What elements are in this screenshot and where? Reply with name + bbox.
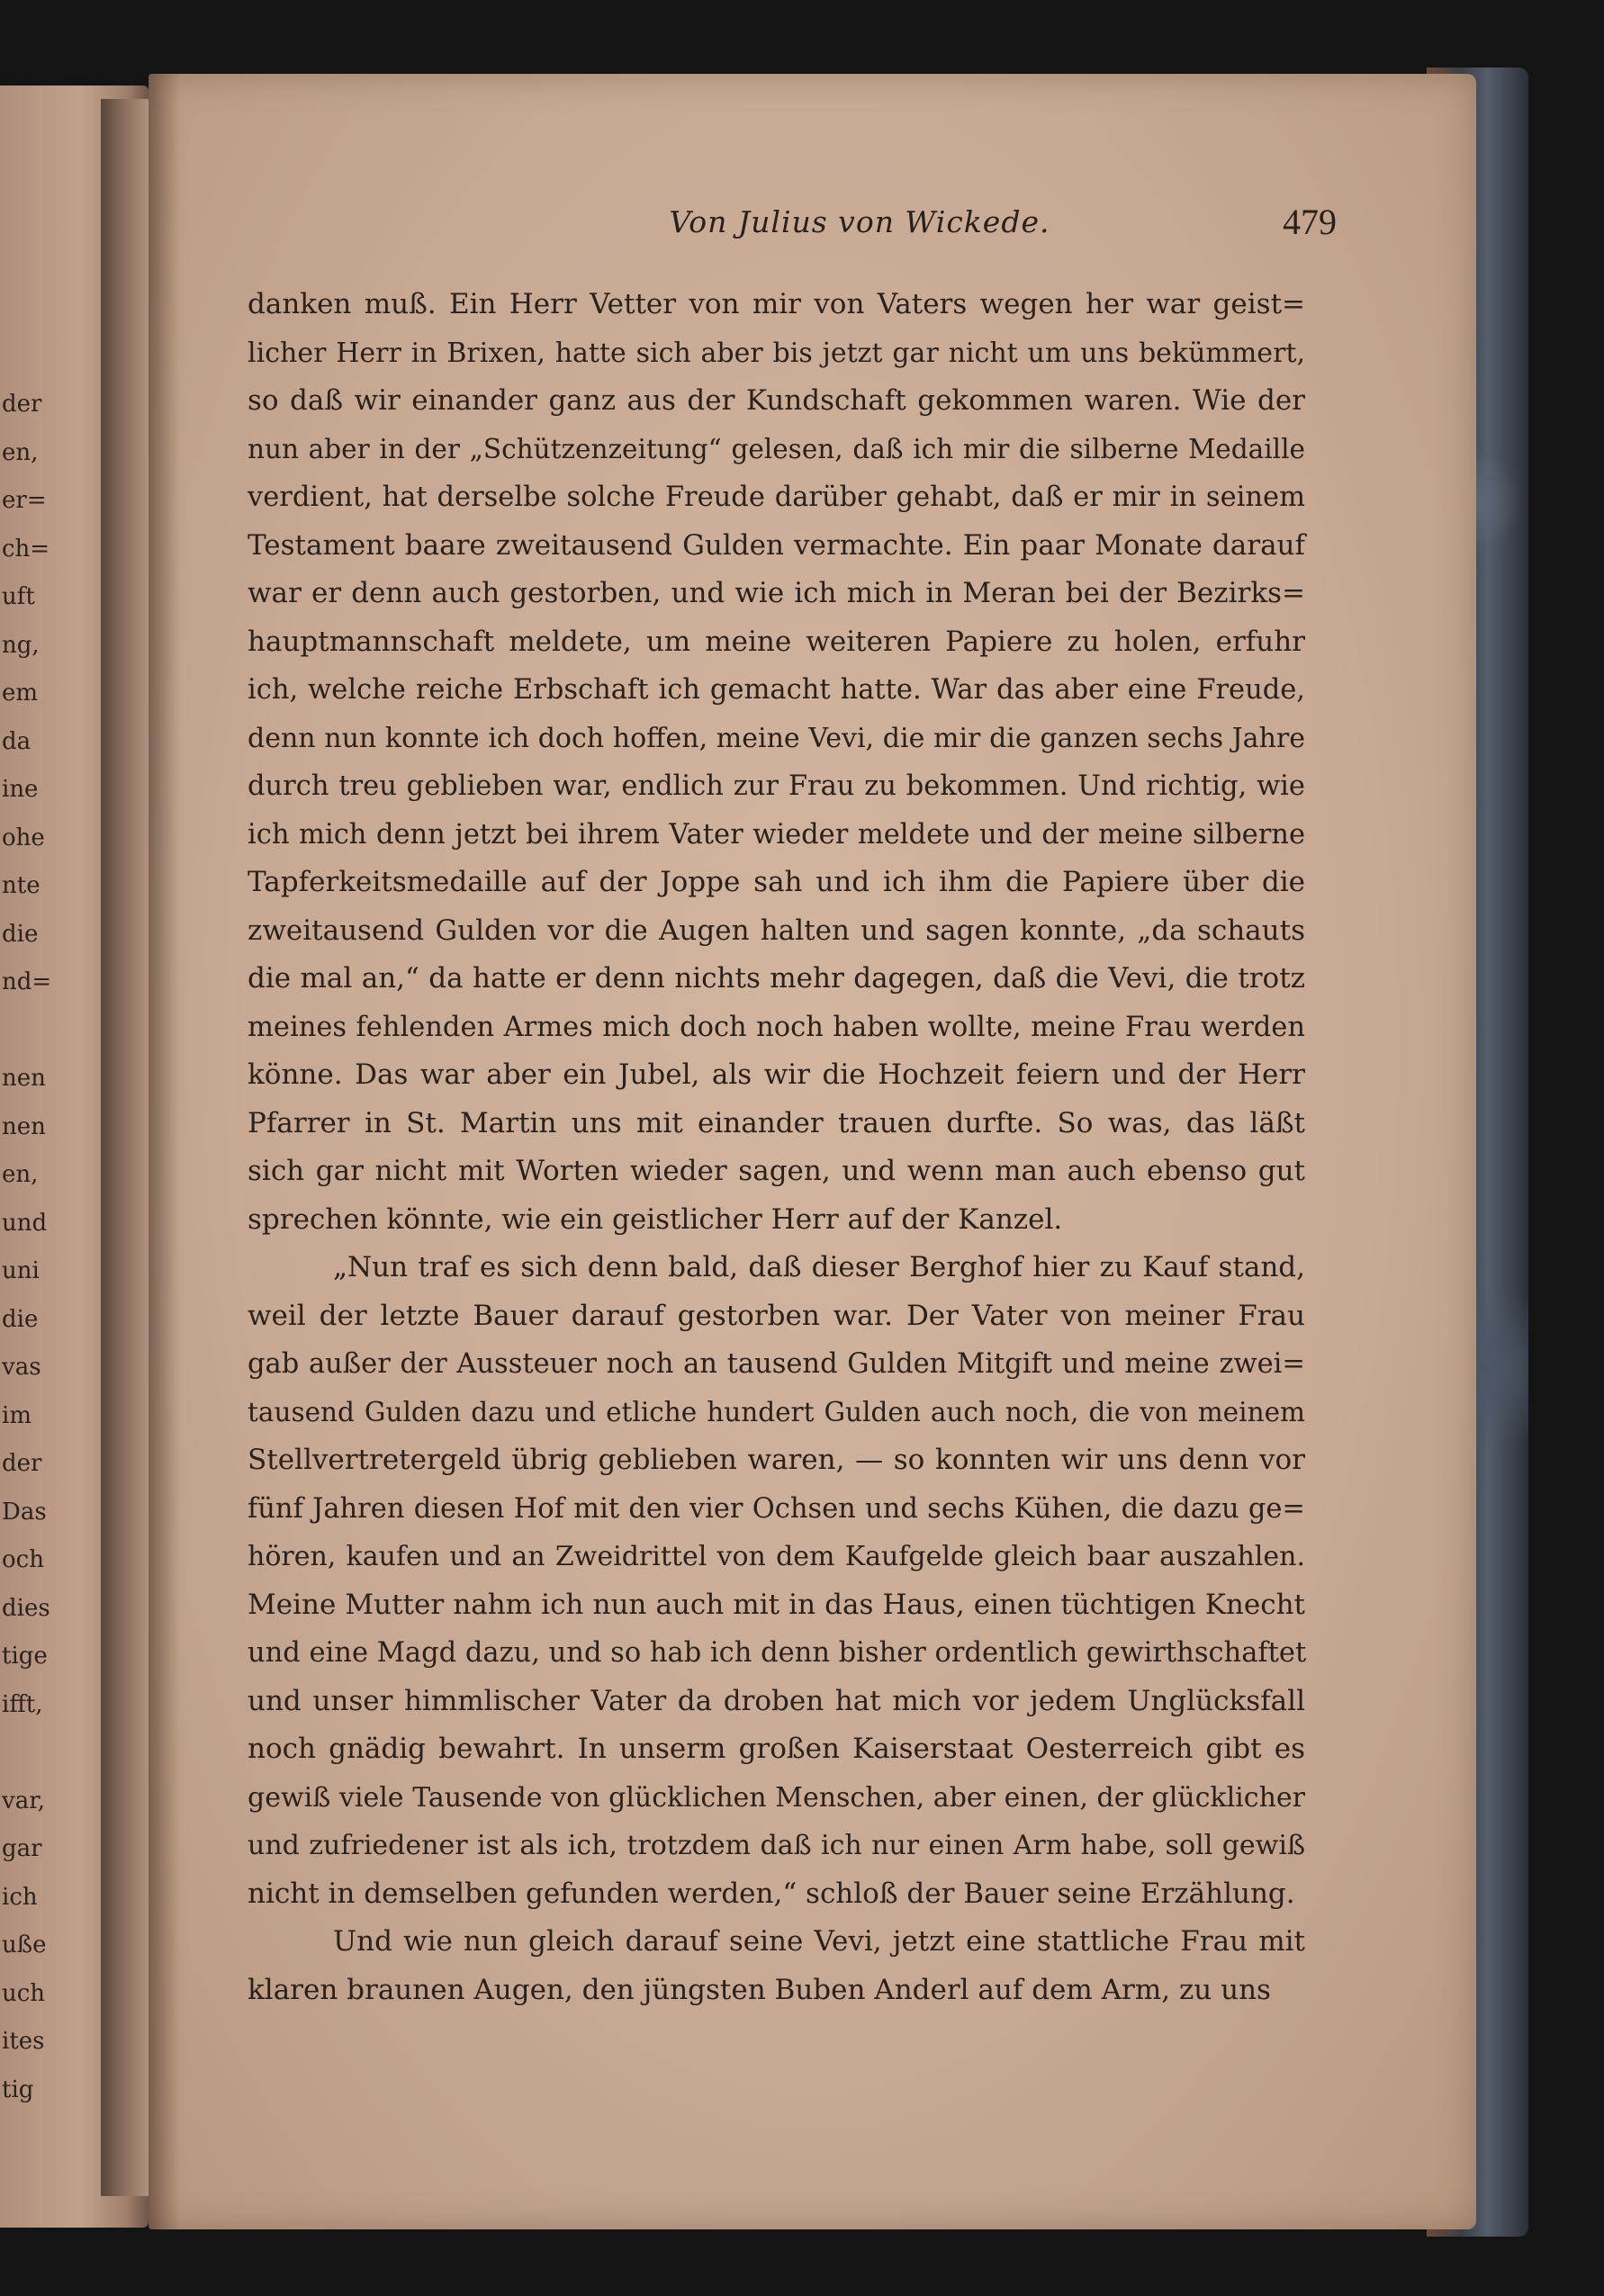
text-line: gab außer der Aussteuer noch an tausend Gulden Mitgift und meine zwei= [248,1348,1305,1380]
text-line: zweitausend Gulden vor die Augen halten und sagen konnte, „da schauts [248,914,1305,947]
text-line: und zufriedener ist als ich, trotzdem daß ich nur einen Arm habe, soll gewiß [248,1830,1305,1861]
text-line: danken muß. Ein Herr Vetter von mir von Vaters wegen her war geist= [248,288,1305,320]
text-line: Tapferkeitsmedaille auf der Joppe sah und ich ihm die Papiere über die [248,866,1305,898]
left-page-fragment: tige [2,1643,48,1670]
left-page-fragment: uni [2,1257,40,1284]
left-page-fragment: nd= [2,968,52,995]
text-line: durch treu geblieben war, endlich zur Frau zu bekommen. Und richtig, wie [248,770,1305,802]
left-page-fragment: Das [2,1498,47,1526]
left-page-fragment: im [2,1401,32,1429]
left-page-fragment: ine [2,776,39,803]
left-page-fragment: ng, [2,631,40,659]
left-page-fragment: en, [2,438,39,466]
left-page-fragment: da [2,727,32,755]
left-page-fragment: uft [2,583,35,610]
left-page-fragment: ich [2,1883,38,1911]
left-page-fragment: ites [2,2028,45,2055]
text-line: weil der letzte Bauer darauf gestorben war. Der Vater von meiner Frau [248,1299,1305,1332]
left-page-fragment: nen [2,1112,46,1140]
left-page-fragment: vas [2,1354,41,1381]
text-line: tausend Gulden dazu und etliche hundert Gulden auch noch, die von meinem [248,1396,1305,1427]
running-head [149,204,1476,258]
left-page-fragment: ohe [2,824,45,851]
text-line: verdient, hat derselbe solche Freude darüber gehabt, daß er mir in seinem [248,482,1305,513]
left-page-line-fragments [2,381,52,2114]
text-line: könne. Das war aber ein Jubel, als wir die Hochzeit feiern und der Herr [248,1058,1305,1091]
text-line: noch gnädig bewahrt. In unserm großen Kaiserstaat Oesterreich gibt es [248,1733,1305,1765]
left-page-fragment [2,1729,38,1778]
text-line: Testament baare zweitausend Gulden vermachte. Ein paar Monate darauf [248,528,1305,562]
text-line: fünf Jahren diesen Hof mit den vier Ochsen und sechs Kühen, die dazu ge= [248,1492,1305,1525]
left-page-fragment: var, [2,1787,46,1814]
text-line: so daß wir einander ganz aus der Kundschaft gekommen waren. Wie der [248,384,1305,417]
left-page-fragment: em [2,680,39,707]
left-page-fragment: tig [2,2075,34,2103]
text-line: gewiß viele Tausende von glücklichen Menschen, aber einen, der glücklicher [248,1781,1305,1814]
left-page-fragment: uße [2,1931,47,1958]
left-page-fragment: en, [2,1161,39,1188]
text-line: ich, welche reiche Erbschaft ich gemacht hatte. War das aber eine Freude, [248,674,1305,706]
running-title: Von Julius von Wickede. [669,204,1050,239]
text-line: „Nun traf es sich denn bald, daß dieser Berghof hier zu Kauf stand, [333,1251,1305,1283]
left-page-fragment: die [2,920,39,948]
text-line: meines fehlenden Armes mich doch noch haben wollte, meine Frau werden [248,1011,1305,1043]
text-line: sich gar nicht mit Worten wieder sagen, und wenn man auch ebenso gut [248,1155,1305,1187]
left-page-fragment: och [2,1546,44,1573]
left-page-fragment: die [2,1305,39,1333]
text-line: nicht in demselben gefunden werden,“ schloß der Bauer seine Erzählung. [248,1877,1295,1910]
left-page-fragment: nte [2,872,41,899]
text-line: Meine Mutter nahm ich nun auch mit in das Haus, einen tüchtigen Knecht [248,1588,1305,1621]
left-page-fragment: er= [2,487,47,514]
text-line: denn nun konnte ich doch hoffen, meine Vevi, die mir die ganzen sechs Jahre [248,722,1305,754]
left-page-fragment: gar [2,1835,42,1862]
text-line: sprechen könnte, wie ein geistlicher Herr auf der Kanzel. [248,1202,1063,1236]
text-line: hauptmannschaft meldete, um meine weiteren Papiere zu holen, erfuhr [248,625,1305,658]
gutter-shadow [149,74,180,2229]
text-line: war er denn auch gestorben, und wie ich mich in Meran bei der Bezirks= [248,577,1305,609]
left-page-fragment: nen [2,1065,46,1092]
text-line: nun aber in der „Schützenzeitung“ gelesen, daß ich mir die silberne Medaille [248,433,1305,464]
page-number: 479 [1283,202,1337,242]
left-page-fragment: und [2,1209,48,1237]
text-line: und eine Magd dazu, und so hab ich denn bisher ordentlich gewirthschaftet [248,1637,1307,1669]
left-page-fragment [2,1007,38,1056]
text-line: licher Herr in Brixen, hatte sich aber bis jetzt gar nicht um uns bekümmert, [248,337,1305,369]
left-page-fragment: uch [2,1979,46,2007]
left-page-fragment: ifft, [2,1690,43,1718]
left-page-fragment: der [2,391,42,418]
text-line: die mal an,“ da hatte er denn nichts mehr dagegen, daß die Vevi, die trotz [248,962,1305,995]
text-line: hören, kaufen und an Zweidrittel von dem Kaufgelde gleich baar auszahlen. [248,1541,1305,1572]
text-line: Pfarrer in St. Martin uns mit einander trauen durfte. So was, das läßt [248,1106,1305,1139]
text-line: Und wie nun gleich darauf seine Vevi, jetzt eine stattliche Frau mit [333,1925,1305,1958]
text-line: klaren braunen Augen, den jüngsten Buben Anderl auf dem Arm, zu uns [248,1973,1271,2006]
left-page-fragment: ch= [2,535,50,563]
text-line: und unser himmlischer Vater da droben hat mich vor jedem Unglücksfall [248,1684,1305,1717]
left-page-fragment: dies [2,1594,50,1622]
body-text [248,281,1305,2014]
left-page-fragment: der [2,1450,42,1477]
main-page [149,74,1476,2229]
text-line: Stellvertretergeld übrig geblieben waren, — so konnten wir uns denn vor [248,1444,1305,1476]
text-line: ich mich denn jetzt bei ihrem Vater wieder meldete und der meine silberne [248,818,1305,851]
